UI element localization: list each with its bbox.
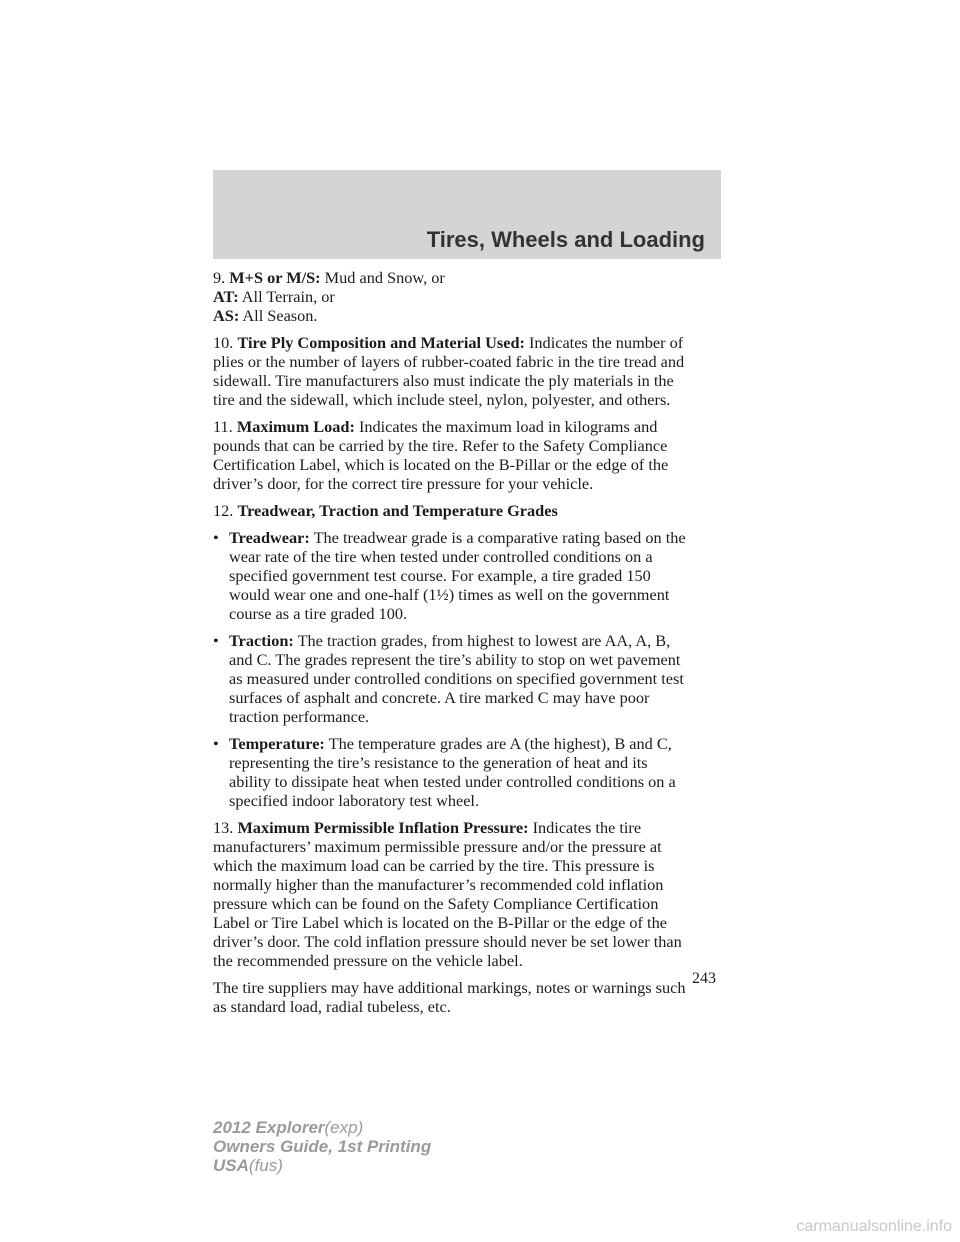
paragraph-line: The tire suppliers may have additional markings, notes or warnings such: [213, 978, 686, 997]
term-label: AT:: [213, 287, 239, 306]
footer-model: 2012 Explorer: [213, 1118, 325, 1137]
paragraph-text: Indicates the maximum load in kilograms and: [358, 417, 658, 436]
paragraph-line: and C. The grades represent the tire’s ability to stop on wet pavement: [229, 650, 681, 669]
watermark: carmanualsonline.info: [796, 1218, 952, 1235]
paragraph-line: [213, 333, 733, 352]
paragraph-line: [229, 631, 733, 650]
term-label: M+S or M/S:: [229, 268, 321, 287]
paragraph-line: Certification Label, which is located on the B-Pillar or the edge of the: [213, 455, 669, 474]
footer-guide-line: [213, 1137, 431, 1156]
item-9-at-line: [213, 287, 733, 306]
item-label: Tire Ply Composition and Material Used:: [237, 333, 525, 352]
page-number: 243: [692, 970, 716, 987]
item-label: Maximum Load:: [236, 417, 355, 436]
bullet-icon: •: [213, 631, 219, 650]
paragraph-line: pressure which can be found on the Safety Compliance Certification: [213, 894, 659, 913]
footer-guide: Owners Guide, 1st Printing: [213, 1137, 432, 1156]
closing-paragraph: [213, 978, 733, 1016]
footer-info: [213, 1118, 431, 1175]
paragraph-line: would wear one and one-half (1½) times as well on the government: [229, 585, 670, 604]
footer-region: USA: [213, 1156, 249, 1175]
item-number: 9.: [213, 268, 226, 287]
item-10: [213, 333, 733, 409]
paragraph-line: pounds that can be carried by the tire. Refer to the Safety Compliance: [213, 436, 668, 455]
bullet-icon: •: [213, 734, 219, 753]
paragraph-text: Indicates the number of: [529, 333, 684, 352]
item-number: 10.: [213, 333, 234, 352]
item-number: 12.: [213, 501, 234, 520]
paragraph-line: as standard load, radial tubeless, etc.: [213, 997, 451, 1016]
paragraph-line: [229, 734, 733, 753]
bullet-label: Traction:: [229, 631, 294, 650]
paragraph-text: The temperature grades are A (the highest), B and C,: [328, 734, 672, 753]
item-label: Treadwear, Traction and Temperature Grades: [237, 501, 558, 520]
term-label: AS:: [213, 306, 240, 325]
paragraph-line: the recommended pressure on the vehicle label.: [213, 951, 523, 970]
paragraph-line: plies or the number of layers of rubber-coated fabric in the tire tread and: [213, 352, 685, 371]
term-text: All Season.: [242, 306, 318, 325]
bullet-treadwear: [213, 528, 733, 623]
paragraph-line: as measured under controlled conditions on specified government test: [229, 669, 684, 688]
footer-model-line: [213, 1118, 431, 1137]
paragraph-line: normally higher than the manufacturer’s recommended cold inflation: [213, 875, 664, 894]
paragraph-line: specified indoor laboratory test wheel.: [229, 791, 480, 810]
item-13: [213, 818, 733, 970]
paragraph-line: surfaces of asphalt and concrete. A tire marked C may have poor: [229, 688, 650, 707]
item-number: 13.: [213, 818, 234, 837]
paragraph-line: specified government test course. For example, a tire graded 150: [229, 566, 651, 585]
term-text: Mud and Snow, or: [324, 268, 445, 287]
paragraph-text: The treadwear grade is a comparative rating based on the: [313, 528, 686, 547]
section-title: Tires, Wheels and Loading: [426, 227, 705, 252]
item-label: Maximum Permissible Inflation Pressure:: [237, 818, 529, 837]
paragraph-line: driver’s door, for the correct tire pressure for your vehicle.: [213, 474, 594, 493]
item-number: 11.: [213, 417, 233, 436]
paragraph-line: manufacturers’ maximum permissible pressure and/or the pressure at: [213, 837, 662, 856]
term-text: All Terrain, or: [241, 287, 335, 306]
paragraph-line: [213, 501, 733, 520]
paragraph-line: [213, 417, 733, 436]
paragraph-line: wear rate of the tire when tested under controlled conditions on a: [229, 547, 653, 566]
item-12: [213, 501, 733, 520]
bullet-traction: [213, 631, 733, 726]
page-content: [213, 268, 733, 1016]
paragraph-line: [229, 528, 733, 547]
item-11: [213, 417, 733, 493]
paragraph-line: sidewall. Tire manufacturers also must indicate the ply materials in the: [213, 371, 674, 390]
footer-region-code: (fus): [248, 1156, 283, 1175]
paragraph-text: Indicates the tire: [532, 818, 642, 837]
footer-model-code: (exp): [324, 1118, 364, 1137]
bullet-label: Temperature:: [229, 734, 325, 753]
item-9: [213, 268, 733, 325]
paragraph-text: The traction grades, from highest to lowest are AA, A, B,: [297, 631, 671, 650]
paragraph-line: ability to dissipate heat when tested under controlled conditions on a: [229, 772, 676, 791]
footer-region-line: [213, 1156, 431, 1175]
paragraph-line: Label or Tire Label which is located on the B-Pillar or the edge of the: [213, 913, 667, 932]
paragraph-line: tire and the sidewall, which include steel, nylon, polyester, and others.: [213, 390, 671, 409]
paragraph-line: [213, 818, 733, 837]
paragraph-line: which the maximum load can be carried by the tire. This pressure is: [213, 856, 655, 875]
item-9-as-line: [213, 306, 733, 325]
paragraph-line: traction performance.: [229, 707, 370, 726]
bullet-temperature: [213, 734, 733, 810]
paragraph-line: course as a tire graded 100.: [229, 604, 408, 623]
section-header: [213, 170, 721, 259]
bullet-label: Treadwear:: [229, 528, 310, 547]
item-9-ms-line: [213, 268, 733, 287]
bullet-icon: •: [213, 528, 219, 547]
paragraph-line: driver’s door. The cold inflation pressure should never be set lower than: [213, 932, 682, 951]
paragraph-line: representing the tire’s resistance to the generation of heat and its: [229, 753, 648, 772]
